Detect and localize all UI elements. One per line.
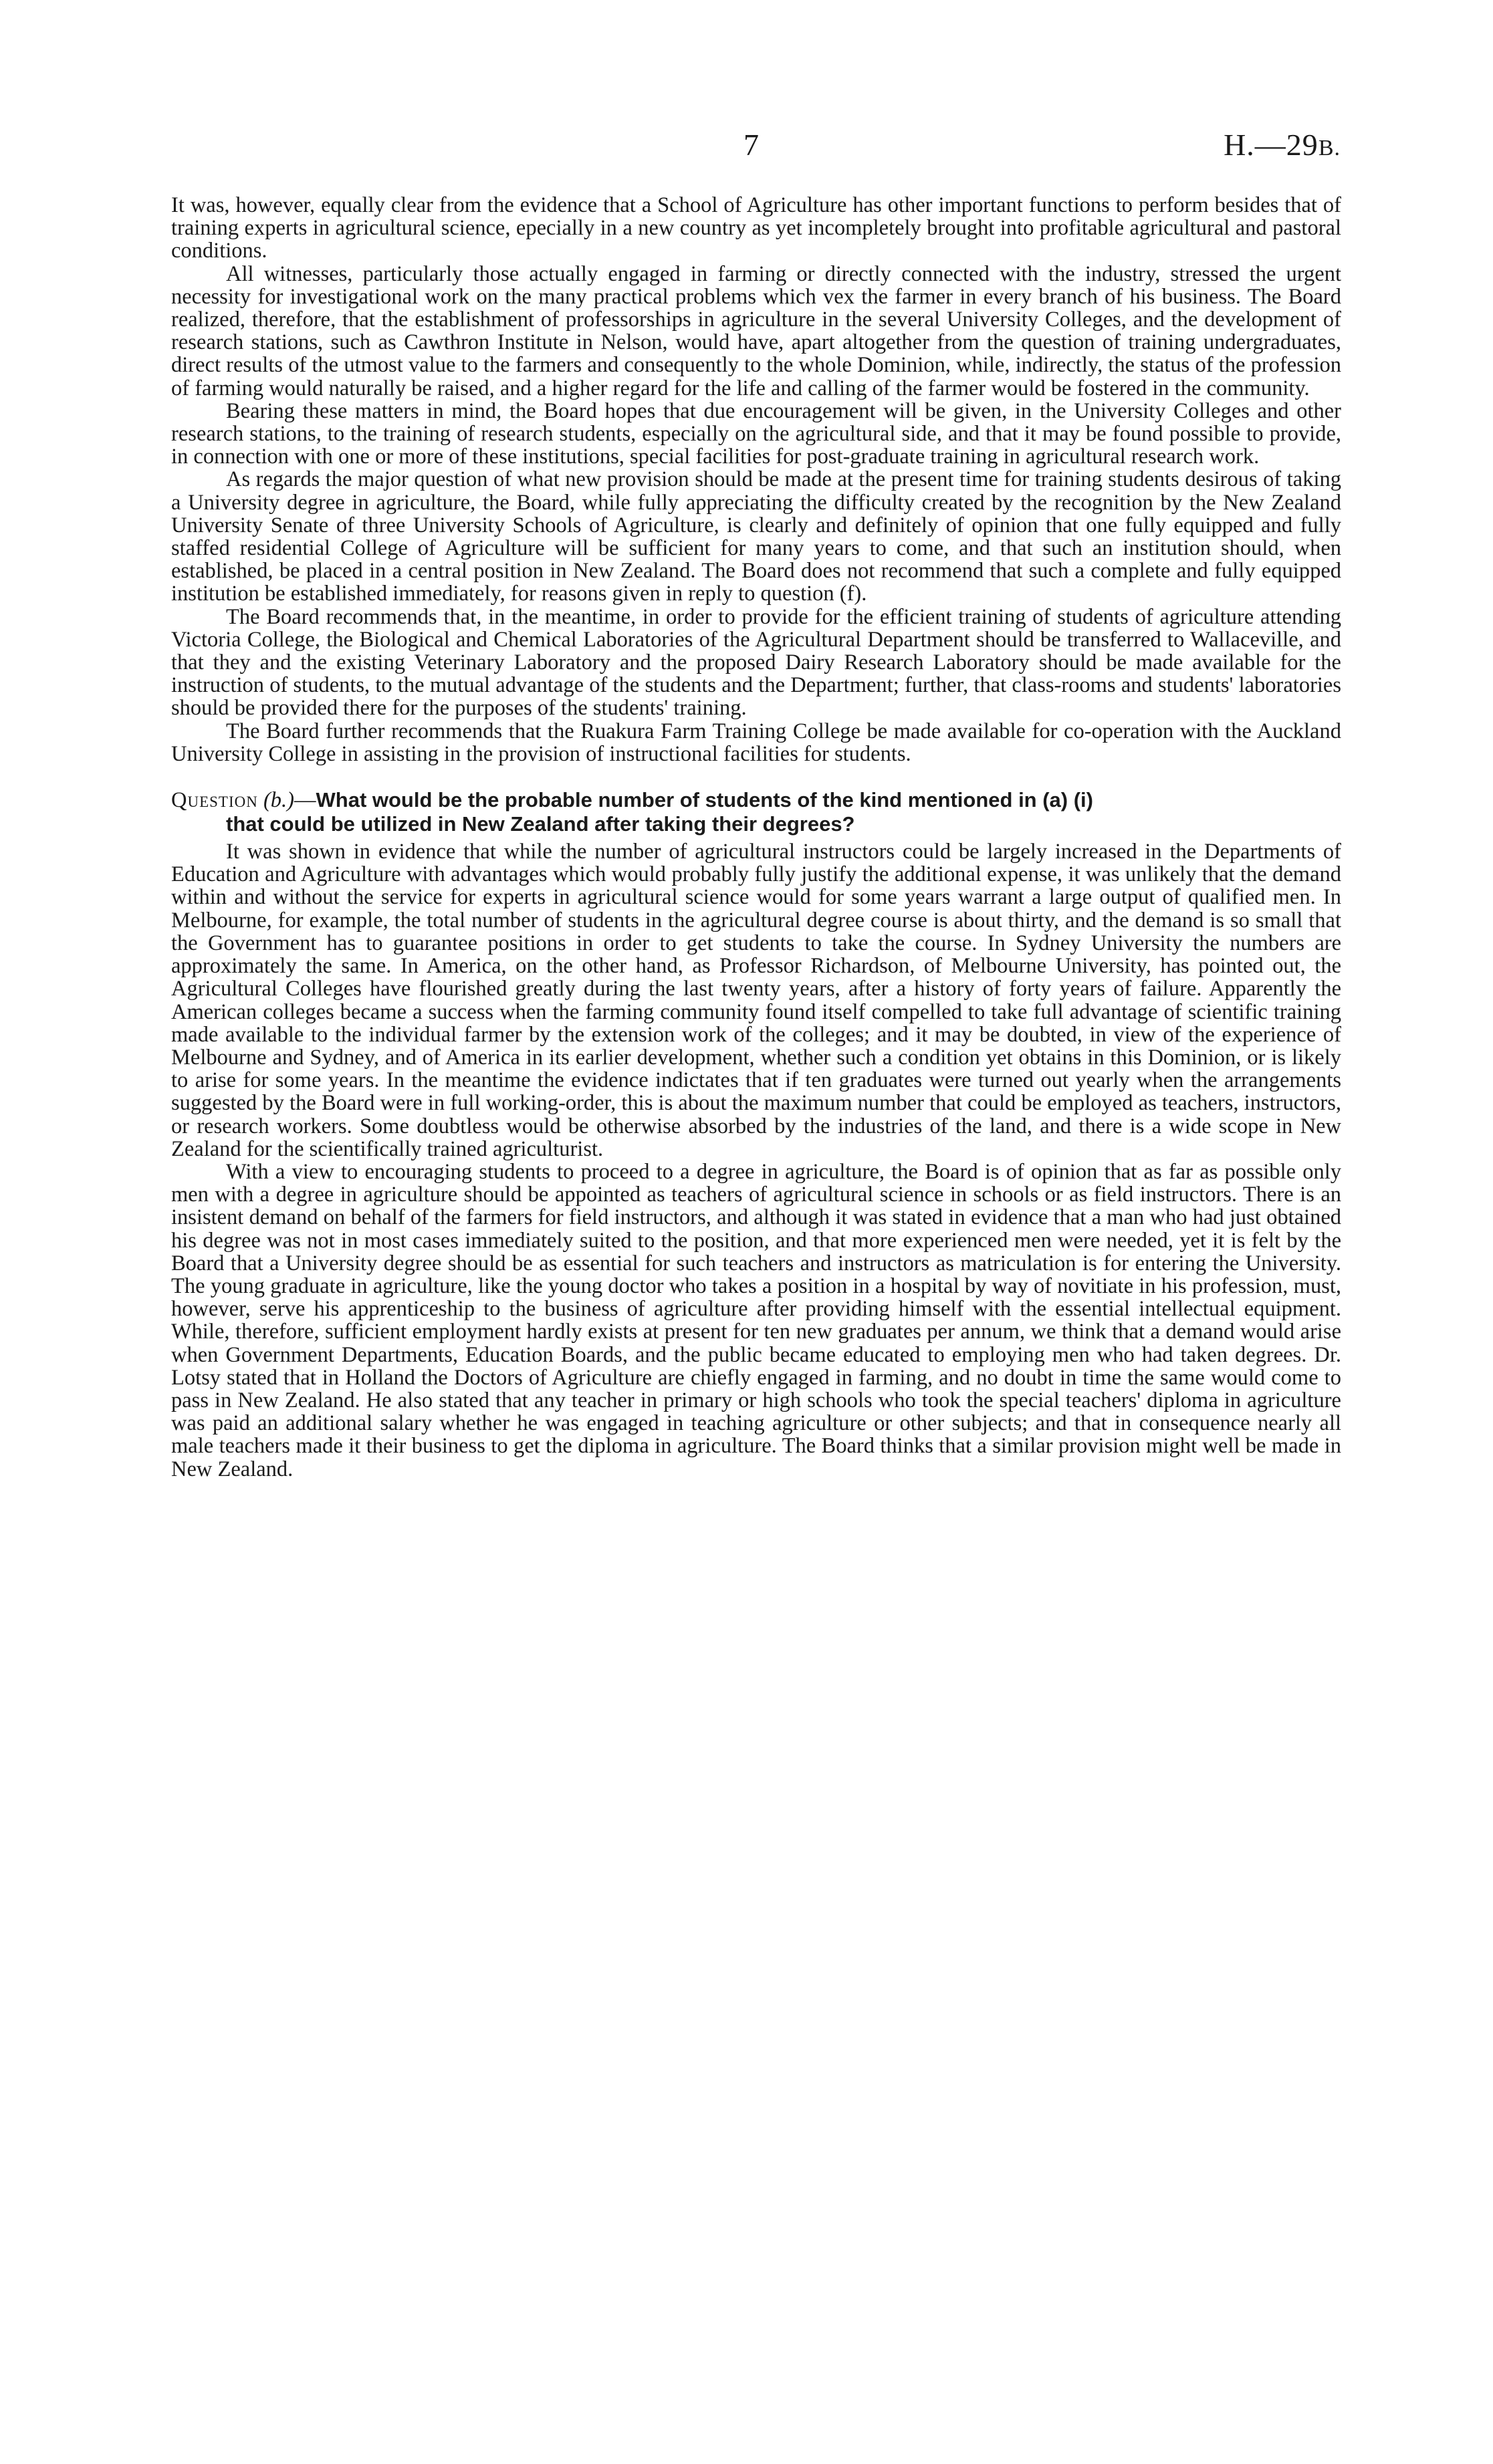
paragraph: As regards the major question of what new provision should be made at the present time for training students desirous of taking a University degree in agriculture, the Board, while fully appreciating the difficulty created by the recognition by the New Zealand University Senate of three University Schools of Agriculture, is clearly and definitely of opinion that one fully equipped and fully staffed residential College of Agriculture will be sufficient for many years to come, and that such an institution should, when established, be placed in a central position in New Zealand. The Board does not recommend that such a complete and fully equipped institution be established immediately, for reasons given in reply to question (f). xyxy=(171,467,1341,606)
question-dash: — xyxy=(294,788,316,813)
paragraph: It was, however, equally clear from the evidence that a School of Agriculture has other important functions to perform besides that of training experts in agricultural science, epecially in a new country as yet incompletely brought into profitable agricultural and pastoral conditions. xyxy=(171,193,1341,263)
question-label: Question xyxy=(171,788,258,813)
document-reference xyxy=(1224,127,1341,162)
document-reference-main: H.—29 xyxy=(1224,128,1318,162)
paragraph: With a view to encouraging students to proceed to a degree in agriculture, the Board is of opinion that as far as possible only men with a degree in agriculture should be appointed as teachers of agricultural science in schools or as field instructors. There is an insistent demand on behalf of the farmers for field instructors, and although it was stated in evidence that a man who had just obtained his degree was not in most cases immediately suited to the position, and that more experienced men were needed, yet it is felt by the Board that a University degree should be as essential for such teachers and instructors as matriculation is for entering the University. The young graduate in agriculture, like the young doctor who takes a position in a hospital by way of novitiate in his profession, must, however, serve his apprenticeship to the business of agriculture after providing himself with the essential intellectual equipment. While, therefore, sufficient employment hardly exists at present for ten new graduates per annum, we think that a demand would arise when Government Departments, Education Boards, and the public became educated to employing men who had taken degrees. Dr. Lotsy stated that in Holland the Doctors of Agriculture are chiefly engaged in farming, and no doubt in time the same would come to pass in New Zealand. He also stated that any teacher in primary or high schools who took the special teachers' diploma in agriculture was paid an additional salary whether he was engaged in teaching agriculture or other subjects; and that in consequence nearly all male teachers made it their business to get the diploma in agriculture. The Board thinks that a similar provision might well be made in New Zealand. xyxy=(171,1159,1341,1481)
question-reference: (b.) xyxy=(263,788,295,813)
paragraph: All witnesses, particularly those actually engaged in farming or directly connected with the industry, stressed the urgent necessity for investigational work on the many practical problems which vex the farmer in every branch of his business. The Board realized, therefore, that the establishment of professorships in agriculture in the several University Colleges, and the development of research stations, such as Cawthron Institute in Nelson, would have, apart altogether from the question of training undergraduates, direct results of the utmost value to the farmers and consequently to the whole Dominion, while, indirectly, the status of the profession of farming would naturally be raised, and a higher regard for the life and calling of the farmer would be fostered in the community. xyxy=(171,261,1341,400)
paragraph: It was shown in evidence that while the number of agricultural instructors could be largely increased in the Departments of Education and Agriculture with advantages which would probably fully justify the additional expense, it was unlikely that the demand within and without the service for experts in agricultural science would for some years warrant a large output of qualified men. In Melbourne, for example, the total number of students in the agricultural degree course is about thirty, and the demand is so small that the Government has to guarantee positions in order to get students to take the course. In Sydney University the numbers are approximately the same. In America, on the other hand, as Professor Richardson, of Melbourne University, has pointed out, the Agricultural Colleges have flourished greatly during the last twenty years, after a history of forty years of failure. Apparently the American colleges became a success when the farming community found itself compelled to take full advantage of scientific training made available to the individual farmer by the extension work of the colleges; and it may be doubted, in view of the experience of Melbourne and Sydney, and of America in its earlier development, whether such a condition yet obtains in this Dominion, or is likely to arise for some years. In the meantime the evidence indictates that if ten graduates were turned out yearly when the arrangements suggested by the Board were in full working-order, this is about the maximum number that could be employed as teachers, instructors, or research workers. Some doubtless would be otherwise absorbed by the industries of the land, and there is a wide scope in New Zealand for the scientifically trained agriculturist. xyxy=(171,840,1341,1161)
page-number: 7 xyxy=(743,128,759,162)
paragraph: The Board recommends that, in the meantime, in order to provide for the efficient training of students of agriculture attending Victoria College, the Biological and Chemical Laboratories of the Agricultural Department should be transferred to Wallaceville, and that they and the existing Veterinary Laboratory and the proposed Dairy Research Laboratory should be made available for the instruction of students, to the mutual advantage of the students and the Department; further, that class-rooms and students' laboratories should be provided there for the purposes of the students' training. xyxy=(171,604,1341,721)
body-text xyxy=(171,194,1341,1481)
question-text-line2: that could be utilized in New Zealand after taking their degrees? xyxy=(226,812,855,836)
paragraph: The Board further recommends that the Ruakura Farm Training College be made available for co-operation with the Auckland University College in assisting in the provision of instructional facilities for students. xyxy=(171,719,1341,766)
question-text-line1: What would be the probable number of students of the kind mentioned in (a) (i) xyxy=(316,788,1093,812)
document-reference-suffix: B. xyxy=(1318,136,1341,160)
page-header xyxy=(0,127,1493,174)
question-heading xyxy=(171,788,1341,836)
paragraph: Bearing these matters in mind, the Board hopes that due encouragement will be given, in the University Colleges and other research stations, to the training of research students, especially on the agricultural side, and that it may be found possible to provide, in connection with one or more of these institutions, special facilities for post-graduate training in agricultural research work. xyxy=(171,398,1341,469)
